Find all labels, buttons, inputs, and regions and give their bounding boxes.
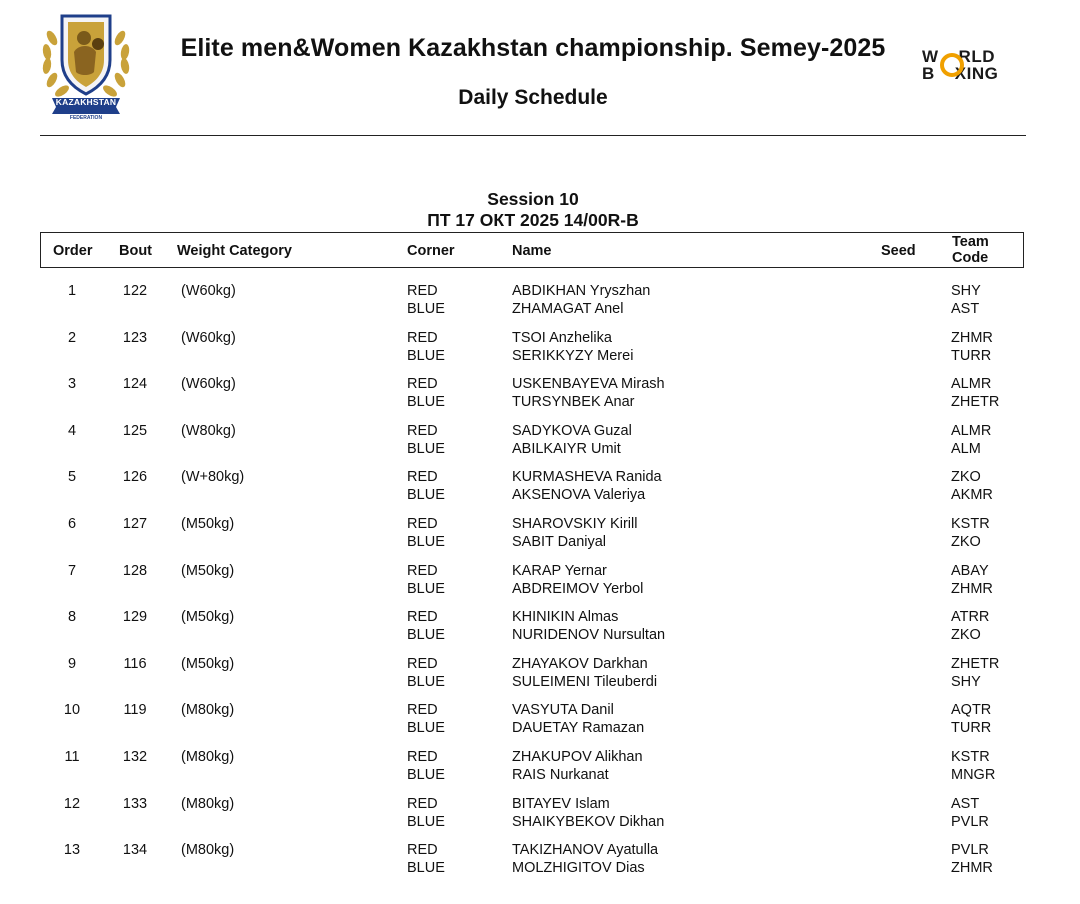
weight-category: (W60kg) [181, 329, 236, 346]
blue-team-code: TURR [951, 347, 992, 364]
red-corner-label: RED [407, 702, 438, 719]
red-corner-label: RED [407, 329, 438, 346]
blue-corner-label: BLUE [407, 533, 445, 550]
weight-category: (M50kg) [181, 515, 235, 532]
corner-cell [407, 795, 445, 831]
bout-order: 3 [67, 376, 77, 393]
bout-order: 11 [64, 748, 80, 765]
red-team-code: AST [951, 795, 980, 812]
weight-category: (W+80kg) [181, 469, 245, 486]
blue-boxer-name: SULEIMENI Tileuberdi [512, 673, 658, 690]
bout-order: 7 [67, 562, 77, 579]
red-corner-label: RED [407, 795, 438, 812]
red-corner-label: RED [407, 655, 438, 672]
table-row [40, 513, 1024, 560]
weight-category: (M50kg) [181, 562, 235, 579]
blue-team-code: SHY [951, 673, 981, 690]
blue-corner-label: BLUE [407, 580, 445, 597]
blue-corner-label: BLUE [407, 860, 445, 877]
table-row [40, 653, 1024, 700]
boxer-names [512, 515, 637, 551]
blue-corner-label: BLUE [407, 487, 445, 504]
boxer-names [512, 655, 657, 691]
blue-team-code: ZKO [951, 627, 981, 644]
header-divider [40, 135, 1026, 136]
red-team-code: SHY [951, 283, 981, 299]
corner-cell [407, 375, 445, 411]
weight-category: (M80kg) [181, 748, 235, 765]
corner-cell [407, 468, 445, 504]
blue-team-code: ZKO [951, 533, 981, 550]
table-row [40, 327, 1024, 374]
blue-team-code: ZHETR [951, 394, 1000, 411]
table-row [40, 560, 1024, 607]
team-codes [951, 515, 990, 551]
bout-order: 10 [63, 702, 81, 719]
blue-boxer-name: ABILKAIYR Umit [512, 440, 621, 457]
table-row [40, 746, 1024, 793]
red-team-code: KSTR [951, 515, 990, 532]
world-boxing-xing: XING [954, 64, 999, 83]
blue-corner-label: BLUE [407, 720, 445, 737]
weight-category: (W60kg) [181, 376, 236, 393]
blue-corner-label: BLUE [407, 627, 445, 644]
team-codes [951, 562, 993, 598]
bout-number: 133 [122, 795, 148, 812]
corner-cell [407, 701, 445, 737]
weight-category: (M50kg) [181, 655, 235, 672]
session-title: Session 10 [487, 189, 579, 209]
boxer-names [512, 375, 665, 411]
table-row [40, 699, 1024, 746]
blue-corner-label: BLUE [407, 394, 445, 411]
bout-number: 125 [122, 422, 148, 439]
blue-team-code: PVLR [951, 813, 989, 830]
logo-text-kazakhstan: KAZAKHSTAN [55, 97, 117, 107]
bout-number: 122 [122, 283, 148, 299]
red-boxer-name: ZHAKUPOV Alikhan [512, 748, 643, 765]
logo-text-boxing: BOXING [76, 109, 96, 115]
red-boxer-name: ZHAYAKOV Darkhan [512, 655, 648, 672]
table-header [40, 232, 1024, 268]
team-codes [951, 468, 993, 504]
blue-team-code: ZHMR [951, 580, 993, 597]
blue-team-code: AST [951, 301, 980, 317]
world-boxing-rld: RLD [958, 47, 995, 66]
blue-boxer-name: NURIDENOV Nursultan [512, 627, 666, 644]
team-codes [951, 282, 981, 318]
bout-order: 4 [67, 422, 77, 439]
blue-boxer-name: SHAIKYBEKOV Dikhan [512, 813, 665, 830]
red-boxer-name: KHINIKIN Almas [512, 609, 619, 626]
bout-order: 2 [67, 329, 77, 346]
red-corner-label: RED [407, 842, 438, 859]
blue-boxer-name: ZHAMAGAT Anel [512, 301, 624, 317]
column-header-weight-category: Weight Category [177, 243, 292, 259]
bout-order: 6 [67, 515, 77, 532]
bout-order: 1 [67, 283, 77, 299]
blue-team-code: ZHMR [951, 860, 993, 877]
bout-order: 13 [63, 842, 81, 859]
blue-team-code: AKMR [951, 487, 993, 504]
red-boxer-name: USKENBAYEVA Mirash [512, 376, 665, 393]
table-row [40, 373, 1024, 420]
corner-cell [407, 748, 445, 784]
weight-category: (M80kg) [181, 795, 235, 812]
red-corner-label: RED [407, 748, 438, 765]
weight-category: (M80kg) [181, 842, 235, 859]
session-date: ПТ 17 ОКТ 2025 14/00R-B [427, 210, 639, 230]
weight-category: (W60kg) [181, 283, 236, 299]
kazakhstan-boxing-federation-logo [38, 8, 134, 124]
corner-cell [407, 422, 445, 458]
boxer-names [512, 795, 664, 831]
red-boxer-name: VASYUTA Danil [512, 702, 614, 719]
red-corner-label: RED [407, 469, 438, 486]
blue-boxer-name: SERIKKYZY Merei [512, 347, 634, 364]
red-boxer-name: SADYKOVA Guzal [512, 422, 632, 439]
weight-category: (W80kg) [181, 422, 236, 439]
red-team-code: ALMR [951, 376, 992, 393]
bout-number: 119 [123, 702, 147, 719]
red-corner-label: RED [407, 422, 438, 439]
red-team-code: ZHETR [951, 655, 1000, 672]
blue-corner-label: BLUE [407, 347, 445, 364]
blue-team-code: MNGR [951, 766, 996, 783]
team-codes [951, 841, 993, 877]
corner-cell [407, 515, 445, 551]
red-boxer-name: SHAROVSKIY Kirill [512, 515, 638, 532]
corner-cell [407, 329, 445, 365]
blue-boxer-name: DAUETAY Ramazan [512, 720, 645, 737]
boxer-names [512, 841, 658, 877]
red-corner-label: RED [407, 562, 438, 579]
red-team-code: ZKO [951, 469, 981, 486]
bout-order: 8 [67, 609, 77, 626]
blue-boxer-name: RAIS Nurkanat [512, 766, 609, 783]
column-header-team-line1: Team [952, 234, 989, 250]
red-corner-label: RED [407, 609, 438, 626]
logo-text-federation: FEDERATION [69, 115, 103, 121]
bout-number: 134 [122, 842, 148, 859]
world-boxing-ring-icon [938, 51, 966, 79]
bout-number: 132 [122, 748, 148, 765]
weight-category: (M50kg) [181, 609, 235, 626]
corner-cell [407, 841, 445, 877]
red-team-code: PVLR [951, 842, 989, 859]
red-team-code: KSTR [951, 748, 990, 765]
blue-team-code: ALM [951, 440, 981, 457]
team-codes [951, 608, 989, 644]
boxer-names [512, 468, 662, 504]
bout-number: 128 [122, 562, 148, 579]
team-codes [951, 748, 995, 784]
corner-cell [407, 562, 445, 598]
team-codes [951, 422, 991, 458]
bout-order: 9 [67, 655, 77, 672]
blue-corner-label: BLUE [407, 673, 445, 690]
bout-list [40, 280, 1024, 886]
column-header-name: Name [512, 243, 552, 259]
corner-cell [407, 282, 445, 318]
boxer-names [512, 282, 650, 318]
column-header-order: Order [53, 243, 93, 259]
blue-corner-label: BLUE [407, 813, 445, 830]
bout-number: 127 [122, 515, 148, 532]
blue-corner-label: BLUE [407, 301, 445, 317]
table-row [40, 839, 1024, 886]
red-corner-label: RED [407, 515, 438, 532]
column-header-bout: Bout [119, 243, 153, 259]
blue-corner-label: BLUE [407, 440, 445, 457]
bout-order: 12 [63, 795, 81, 812]
red-team-code: ALMR [951, 422, 992, 439]
red-team-code: AQTR [951, 702, 992, 719]
table-row [40, 606, 1024, 653]
column-header-corner: Corner [407, 243, 455, 259]
team-codes [951, 375, 999, 411]
blue-boxer-name: MOLZHIGITOV Dias [512, 860, 645, 877]
blue-boxer-name: TURSYNBEK Anar [512, 394, 635, 411]
boxer-names [512, 701, 644, 737]
red-team-code: ZHMR [951, 329, 993, 346]
table-row [40, 280, 1024, 327]
team-codes [951, 701, 991, 737]
red-boxer-name: ABDIKHAN Yryszhan [512, 283, 651, 299]
team-codes [951, 329, 993, 365]
blue-boxer-name: AKSENOVA Valeriya [512, 487, 646, 504]
bout-number: 116 [123, 655, 147, 672]
bout-number: 126 [122, 469, 148, 486]
red-boxer-name: KARAP Yernar [512, 562, 607, 579]
world-boxing-logo [918, 46, 1028, 86]
column-header-team-code [952, 234, 989, 266]
team-codes [951, 655, 999, 691]
red-team-code: ABAY [951, 562, 989, 579]
team-codes [951, 795, 989, 831]
boxer-names [512, 562, 643, 598]
red-boxer-name: BITAYEV Islam [512, 795, 610, 812]
red-boxer-name: TAKIZHANOV Ayatulla [512, 842, 659, 859]
blue-team-code: TURR [951, 720, 992, 737]
bout-order: 5 [67, 469, 77, 486]
column-header-seed: Seed [881, 243, 916, 259]
blue-boxer-name: ABDREIMOV Yerbol [512, 580, 644, 597]
boxer-names [512, 422, 632, 458]
blue-corner-label: BLUE [407, 766, 445, 783]
table-row [40, 466, 1024, 513]
boxer-names [512, 329, 633, 365]
corner-cell [407, 608, 445, 644]
boxer-names [512, 748, 643, 784]
red-team-code: ATRR [951, 609, 990, 626]
bout-number: 129 [122, 609, 148, 626]
bout-number: 123 [122, 329, 148, 346]
blue-boxer-name: SABIT Daniyal [512, 533, 607, 550]
table-row [40, 793, 1024, 840]
red-corner-label: RED [407, 283, 438, 299]
world-boxing-w: W [922, 47, 939, 66]
red-corner-label: RED [407, 376, 438, 393]
corner-cell [407, 655, 445, 691]
weight-category: (M80kg) [181, 702, 235, 719]
column-header-team-line2: Code [952, 250, 989, 266]
red-boxer-name: TSOI Anzhelika [512, 329, 612, 346]
table-row [40, 420, 1024, 467]
boxer-names [512, 608, 665, 644]
document-subtitle: Daily Schedule [458, 86, 608, 109]
red-boxer-name: KURMASHEVA Ranida [512, 469, 662, 486]
bout-number: 124 [122, 376, 148, 393]
session-heading [40, 189, 1026, 231]
document-title: Elite men&Women Kazakhstan championship. Semey-2025 [180, 34, 886, 62]
world-boxing-b: B [922, 64, 935, 83]
